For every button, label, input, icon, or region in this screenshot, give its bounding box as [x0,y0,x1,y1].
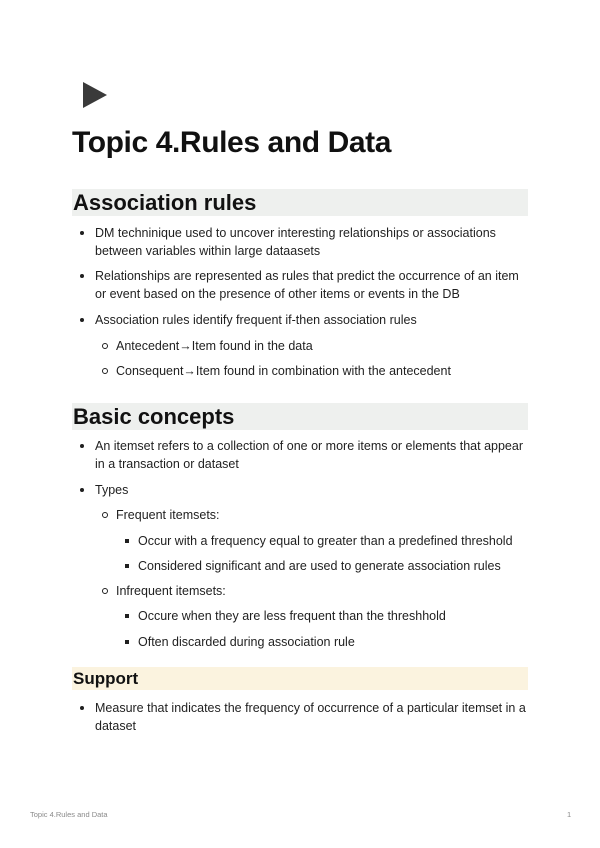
list-item: Relationships are represented as rules that predict the occurrence of an item or event based on the presence of other items or events in the DB [72,267,528,303]
association-sublist-1 [72,337,528,355]
association-sublist-2 [72,362,528,380]
page-number: 1 [567,810,572,819]
association-list [72,224,528,260]
list-item: Types [72,481,528,499]
footer-title: Topic 4.Rules and Data [30,810,108,819]
basic-sublist-infrequent [72,582,528,600]
list-item: Occure when they are less frequent than the threshhold [72,607,528,625]
heading-association-rules: Association rules [72,189,528,216]
basic-list-1 [72,437,528,473]
infrequent-list-2 [72,633,528,651]
frequent-list-1 [72,532,528,550]
basic-sublist-frequent [72,506,528,524]
list-item: Measure that indicates the frequency of occurrence of a particular itemset in a dataset [72,699,528,735]
list-item: Considered significant and are used to generate association rules [72,557,528,575]
list-item: Consequent→Item found in combination with the antecedent [72,362,528,380]
association-list-2 [72,267,528,303]
play-icon [83,82,107,108]
frequent-list-2 [72,557,528,575]
support-list [72,699,528,735]
heading-basic-concepts: Basic concepts [72,403,528,430]
list-item: Occur with a frequency equal to greater than a predefined threshold [72,532,528,550]
list-item: Frequent itemsets: [72,506,528,524]
list-item: DM techninique used to uncover interesting relationships or associations between variables within large dataasets [72,224,528,260]
list-item: An itemset refers to a collection of one or more items or elements that appear in a transaction or dataset [72,437,528,473]
list-item: Infrequent itemsets: [72,582,528,600]
page-title: Topic 4.Rules and Data [72,126,392,159]
list-item: Antecedent→Item found in the data [72,337,528,355]
heading-support: Support [72,667,528,690]
basic-list-2 [72,481,528,499]
list-item: Association rules identify frequent if-then association rules [72,311,528,329]
list-item: Often discarded during association rule [72,633,528,651]
infrequent-list-1 [72,607,528,625]
association-list-3 [72,311,528,329]
